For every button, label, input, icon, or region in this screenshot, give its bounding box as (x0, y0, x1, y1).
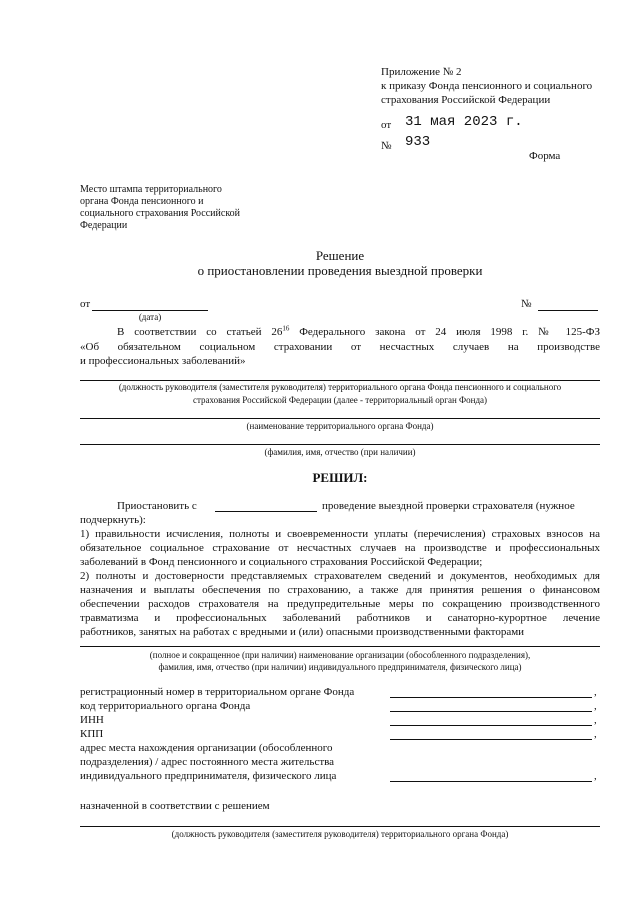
org-name-field (80, 418, 600, 419)
item2-line-4: травматизма и профессиональных заболеваний работников и санаторно-курортное лечение (80, 612, 600, 624)
address-field (390, 781, 592, 782)
insurer-caption-1: (полное и сокращенное (при наличии) наименование организации (обособленного подразделения), (149, 650, 531, 660)
decision-number-label: № (521, 298, 532, 310)
order-date-label: от (381, 119, 392, 131)
fund-code-comma: , (594, 700, 597, 712)
insurer-field (80, 646, 600, 647)
underline-hint: подчеркнуть): (80, 514, 146, 526)
assigned-label: назначенной в соответствии с решением (80, 800, 270, 812)
decision-date-label: от (80, 298, 91, 310)
fio-caption: (фамилия, имя, отчество (при наличии) (264, 447, 416, 457)
kpp-comma: , (594, 728, 597, 740)
preamble-line-1: В соответствии со статьей $26^{16}$ Федерального закона от 24 июля 1998 г. № 125-ФЗ (117, 324, 600, 338)
fund-code-field (390, 711, 592, 712)
item2-line-2: назначения и выплаты обеспечения по страхованию, а также для принятия решения о финансовом (80, 584, 600, 596)
official-caption-1: (должность руководителя (заместителя руководителя) территориального органа Фонда пенсионного и социального (118, 382, 562, 392)
item1-line-1: 1) правильности исчисления, полноты и своевременности уплаты (перечисления) страховых взносов на (80, 528, 600, 540)
preamble-line-2: «Об обязательном социальном страховании от несчастных случаев на производстве (80, 341, 600, 353)
suspend-date-field (215, 511, 317, 512)
date-caption: (дата) (138, 312, 162, 322)
stamp-line-2: органа Фонда пенсионного и (80, 196, 204, 207)
order-number-label: № (381, 140, 392, 152)
stamp-line-4: Федерации (80, 220, 128, 231)
order-date-value: 31 мая 2023 г. (405, 114, 523, 130)
kpp-label: КПП (80, 728, 104, 740)
order-line-1: к приказу Фонда пенсионного и социального (381, 80, 593, 92)
order-line-2: страхования Российской Федерации (381, 94, 551, 106)
org-name-caption: (наименование территориального органа Фонда) (246, 421, 434, 431)
decision-number-field (538, 310, 598, 311)
suspend-label: Приостановить с (117, 500, 197, 512)
address-label-1: адрес места нахождения организации (обособленного (80, 742, 333, 754)
stamp-line-3: социального страхования Российской (80, 208, 241, 219)
inn-field (390, 725, 592, 726)
suspend-text: проведение выездной проверки страхователя (нужное (322, 500, 575, 512)
official-caption-2: страхования Российской Федерации (далее - территориальный орган Фонда) (192, 395, 488, 405)
address-label-2: подразделения) / адрес постоянного места жительства (80, 756, 335, 768)
kpp-field (390, 739, 592, 740)
item1-line-3: заболеваний в Фонд пенсионного и социального страхования Российской Федерации; (80, 556, 483, 568)
item2-line-5: работников, занятых на работах с вредными и (или) опасными производственными факторами (80, 626, 525, 638)
decision-heading: РЕШИЛ: (312, 470, 368, 485)
decision-date-field (92, 310, 208, 311)
address-comma: , (594, 770, 597, 782)
reg-number-comma: , (594, 686, 597, 698)
document-subtitle: о приостановлении проведения выездной проверки (197, 263, 483, 278)
fund-code-label: код территориального органа Фонда (80, 700, 251, 712)
item1-line-2: обязательное социальное страхование от несчастных случаев на производстве и профессиональных (80, 542, 600, 554)
document-title: Решение (315, 248, 365, 263)
inn-comma: , (594, 714, 597, 726)
address-label-3: индивидуального предпринимателя, физического лица (80, 770, 337, 782)
inn-label: ИНН (80, 714, 104, 726)
bottom-official-field (80, 826, 600, 827)
insurer-caption-2: фамилия, имя, отчество (при наличии) индивидуального предпринимателя, физического лица) (158, 662, 522, 672)
stamp-line-1: Место штампа территориального (80, 184, 222, 195)
official-field (80, 380, 600, 381)
preamble-line-3: и профессиональных заболеваний» (80, 355, 246, 367)
item2-line-3: обеспечении расходов страхователя на предупредительные меры по сокращению производственного (80, 598, 600, 610)
bottom-caption: (должность руководителя (заместителя руководителя) территориального органа Фонда) (171, 829, 509, 839)
order-number-value: 933 (405, 134, 431, 150)
reg-number-label: регистрационный номер в территориальном органе Фонда (80, 686, 355, 698)
reg-number-field (390, 697, 592, 698)
fio-field (80, 444, 600, 445)
appendix-label: Приложение № 2 (381, 66, 462, 78)
form-label: Форма (529, 150, 561, 162)
item2-line-1: 2) полноты и достоверности представляемых страхователем сведений и документов, необходимых для (80, 570, 600, 582)
